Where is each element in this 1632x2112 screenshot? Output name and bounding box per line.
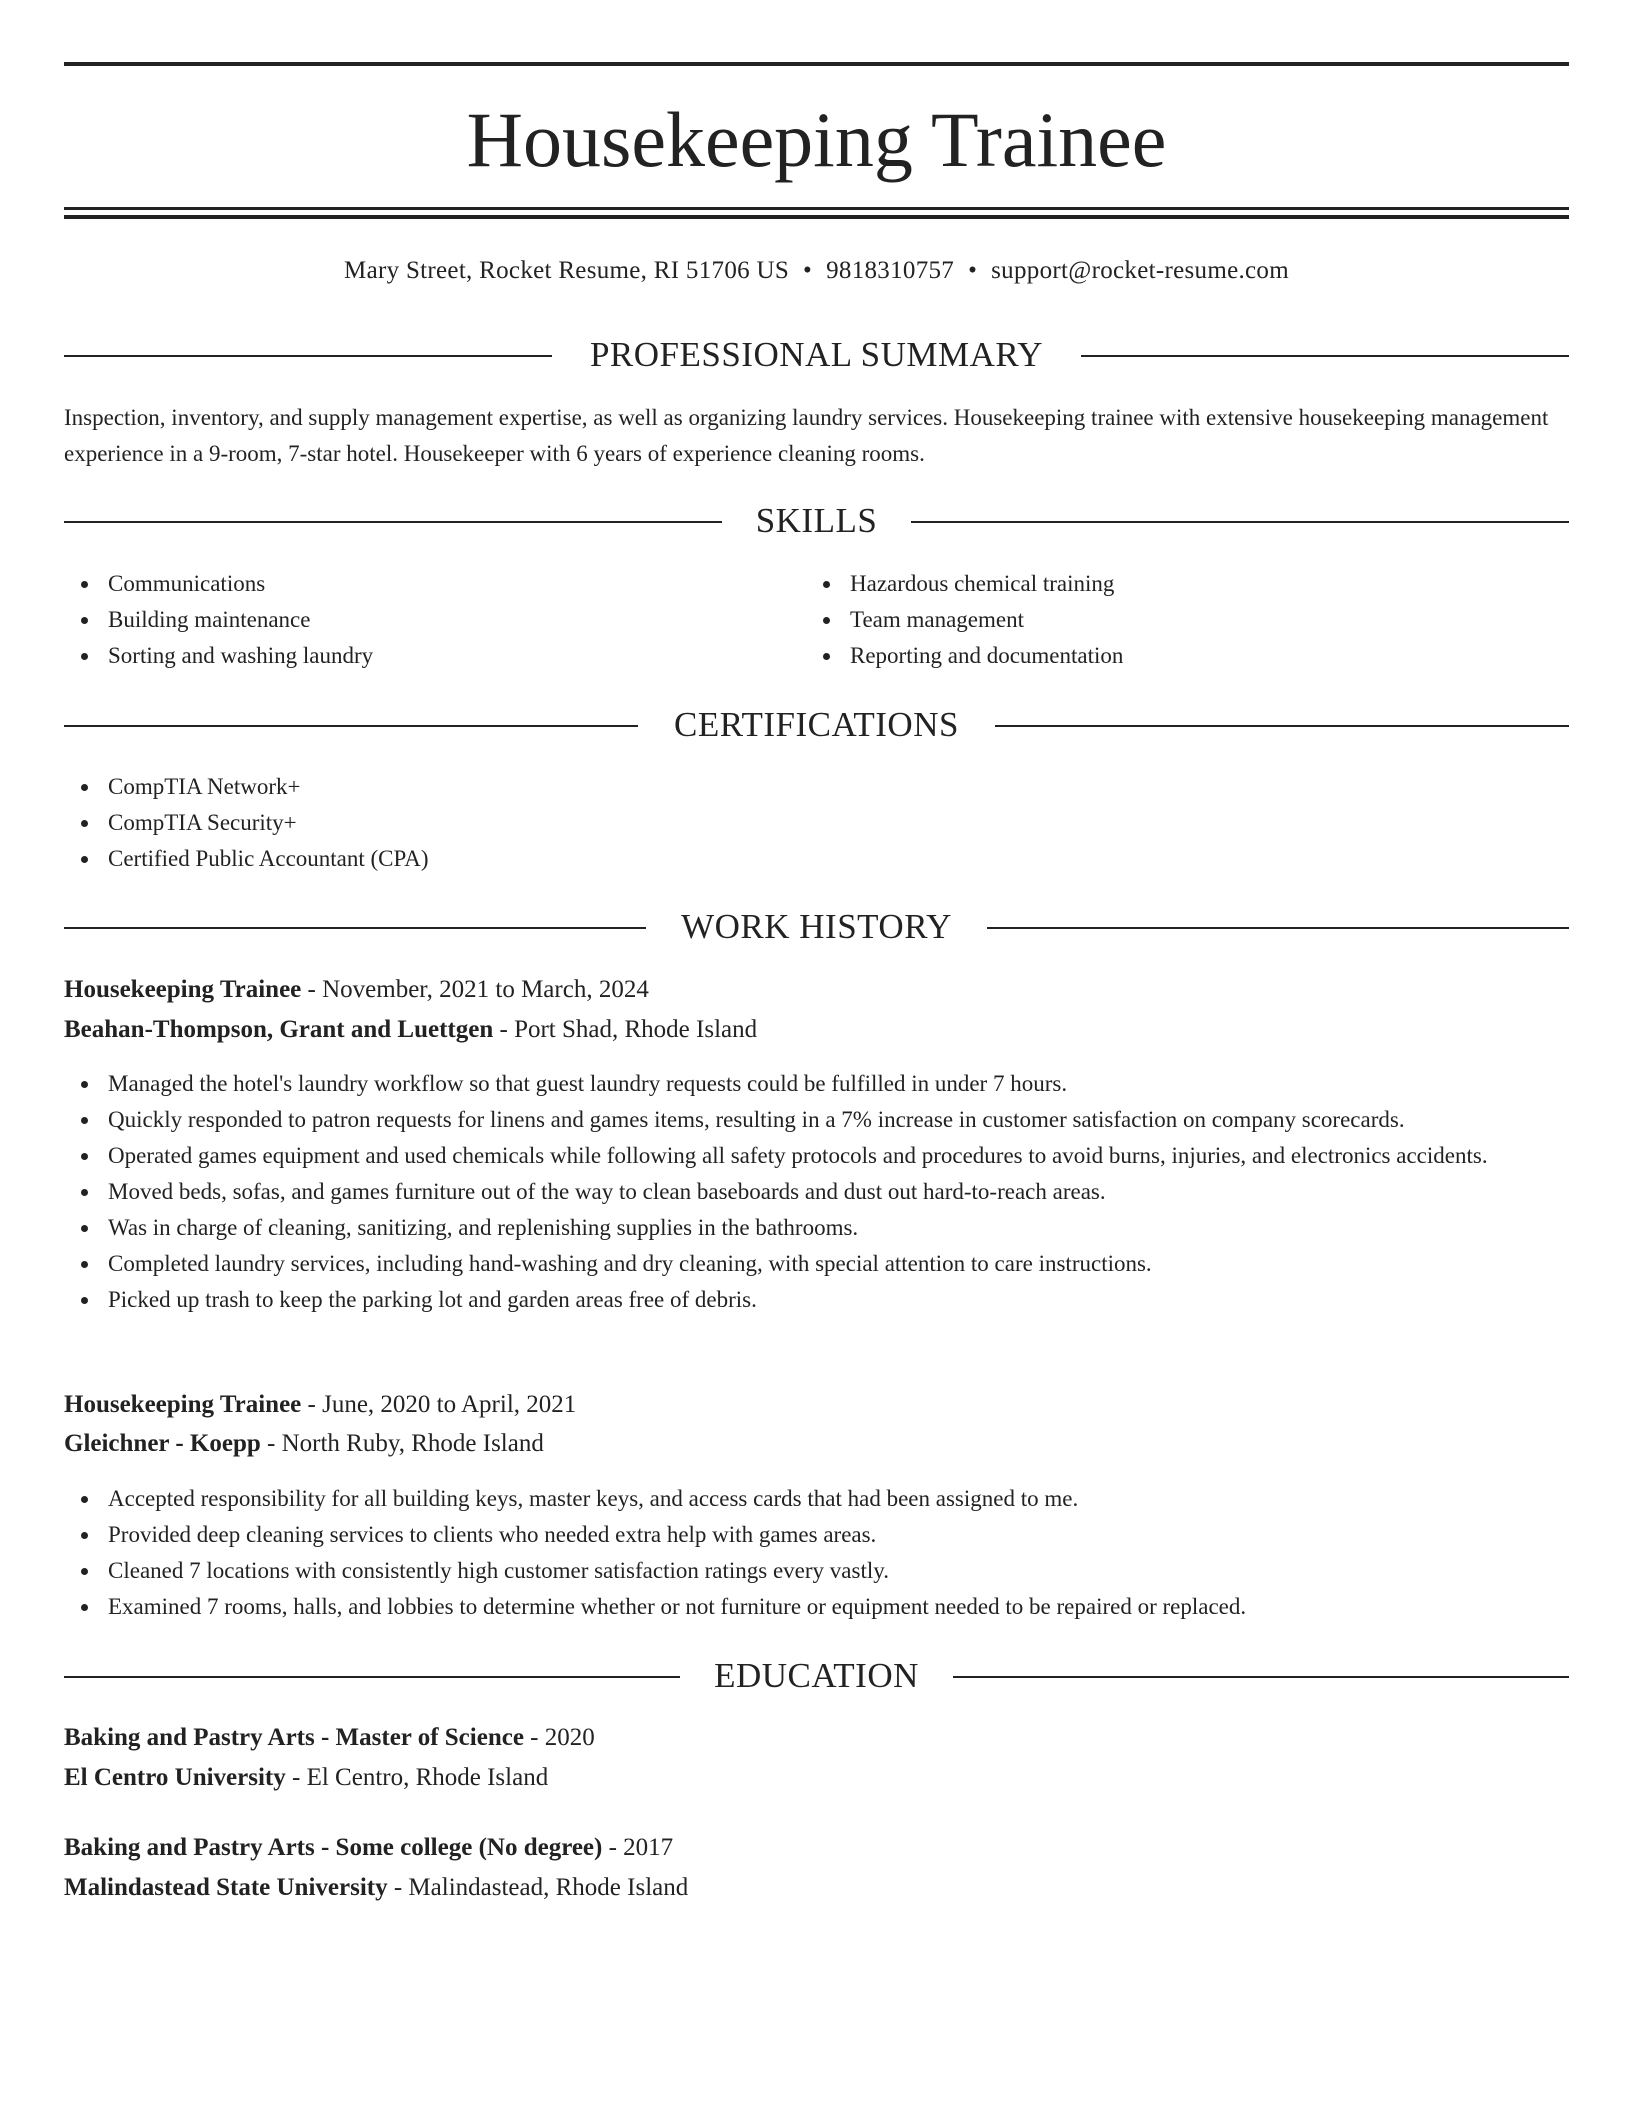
skill-item: Sorting and washing laundry — [64, 638, 764, 674]
job-company: Gleichner - Koepp — [64, 1430, 261, 1457]
job-title: Housekeeping Trainee — [64, 1391, 302, 1418]
skills-list-left — [64, 566, 764, 674]
summary-text: Inspection, inventory, and supply management expertise, as well as organizing laundry services. Housekeeping trainee with extensive housekeeping management experience in a 9-room, 7-star hotel. Housekeeper with 6 years of experience cleaning rooms. — [64, 405, 1549, 466]
education-location: - Malindastead, Rhode Island — [393, 1874, 689, 1901]
education-degree: Baking and Pastry Arts - Some college (No degree) — [64, 1834, 603, 1861]
section-title-education: EDUCATION — [714, 1656, 919, 1695]
section-title-work: WORK HISTORY — [681, 907, 952, 946]
skill-item: Hazardous chemical training — [806, 566, 1506, 602]
section-header-skills — [64, 499, 1569, 543]
education-school-line — [64, 1760, 548, 1796]
contact-separator: • — [803, 257, 813, 284]
section-rule-right — [1081, 355, 1569, 357]
job-title: Housekeeping Trainee — [64, 976, 302, 1003]
job-dates: - November, 2021 to March, 2024 — [307, 976, 649, 1003]
contact-email: support@rocket-resume.com — [991, 257, 1289, 284]
section-title-skills: SKILLS — [755, 501, 878, 540]
job-bullets — [64, 1066, 1569, 1318]
education-school: Malindastead State University — [64, 1874, 388, 1901]
title-rule-lower — [64, 215, 1569, 219]
section-header-summary — [64, 333, 1569, 377]
section-rule-right — [995, 725, 1569, 727]
contact-line — [64, 255, 1569, 287]
education-location: - El Centro, Rhode Island — [292, 1764, 549, 1791]
job-location: - Port Shad, Rhode Island — [499, 1016, 758, 1043]
certifications-list — [64, 769, 1569, 877]
job-dates: - June, 2020 to April, 2021 — [307, 1391, 577, 1418]
certification-item: Certified Public Accountant (CPA) — [64, 841, 1569, 877]
job-location: - North Ruby, Rhode Island — [267, 1430, 544, 1457]
section-rule-right — [987, 927, 1569, 929]
education-year: - 2020 — [530, 1724, 595, 1751]
title-rule-upper — [64, 207, 1569, 210]
education-school: El Centro University — [64, 1764, 286, 1791]
certification-item: CompTIA Security+ — [64, 805, 1569, 841]
skill-item: Communications — [64, 566, 764, 602]
job-company-line — [64, 1426, 544, 1462]
resume-page — [64, 0, 1569, 2112]
job-bullets — [64, 1481, 1569, 1625]
education-year: - 2017 — [608, 1834, 674, 1861]
skill-item: Reporting and documentation — [806, 638, 1506, 674]
job-bullet: Cleaned 7 locations with consistently high customer satisfaction ratings every vastly. — [64, 1553, 1569, 1589]
job-bullet: Picked up trash to keep the parking lot and garden areas free of debris. — [64, 1282, 1569, 1318]
certification-item: CompTIA Network+ — [64, 769, 1569, 805]
section-header-work — [64, 905, 1569, 949]
job-bullet: Provided deep cleaning services to clients who needed extra help with games areas. — [64, 1517, 1569, 1553]
job-bullet: Examined 7 rooms, halls, and lobbies to determine whether or not furniture or equipment needed to be repaired or replaced. — [64, 1589, 1569, 1625]
education-degree-line — [64, 1830, 673, 1866]
job-bullet: Was in charge of cleaning, sanitizing, and replenishing supplies in the bathrooms. — [64, 1210, 1569, 1246]
job-bullet: Moved beds, sofas, and games furniture out of the way to clean baseboards and dust out hard-to-reach areas. — [64, 1174, 1569, 1210]
section-rule-right — [911, 521, 1569, 523]
job-company-line — [64, 1012, 757, 1048]
job-bullet: Quickly responded to patron requests for linens and games items, resulting in a 7% increase in customer satisfaction on company scorecards. — [64, 1102, 1569, 1138]
resume-title: Housekeeping Trainee — [466, 96, 1167, 183]
job-bullet: Managed the hotel's laundry workflow so that guest laundry requests could be fulfilled in under 7 hours. — [64, 1066, 1569, 1102]
skills-list-right — [806, 566, 1506, 674]
section-header-certifications — [64, 703, 1569, 747]
section-rule-right — [953, 1676, 1569, 1678]
section-title-summary: PROFESSIONAL SUMMARY — [589, 335, 1044, 374]
education-degree-line — [64, 1720, 595, 1756]
job-bullet: Completed laundry services, including hand-washing and dry cleaning, with special attention to care instructions. — [64, 1246, 1569, 1282]
section-title-certifications: CERTIFICATIONS — [674, 705, 959, 744]
job-title-line — [64, 972, 649, 1008]
education-school-line — [64, 1870, 688, 1906]
contact-address: Mary Street, Rocket Resume, RI 51706 US — [344, 257, 790, 284]
contact-phone: 9818310757 — [826, 257, 955, 284]
job-bullet: Operated games equipment and used chemicals while following all safety protocols and procedures to avoid burns, injuries, and electronics accidents. — [64, 1138, 1569, 1174]
contact-separator: • — [968, 257, 978, 284]
job-title-line — [64, 1387, 576, 1423]
job-bullet: Accepted responsibility for all building keys, master keys, and access cards that had been assigned to me. — [64, 1481, 1569, 1517]
section-header-education — [64, 1654, 1569, 1698]
skill-item: Building maintenance — [64, 602, 764, 638]
job-company: Beahan-Thompson, Grant and Luettgen — [64, 1016, 494, 1043]
skill-item: Team management — [806, 602, 1506, 638]
education-degree: Baking and Pastry Arts - Master of Science — [64, 1724, 524, 1751]
top-rule — [64, 62, 1569, 66]
